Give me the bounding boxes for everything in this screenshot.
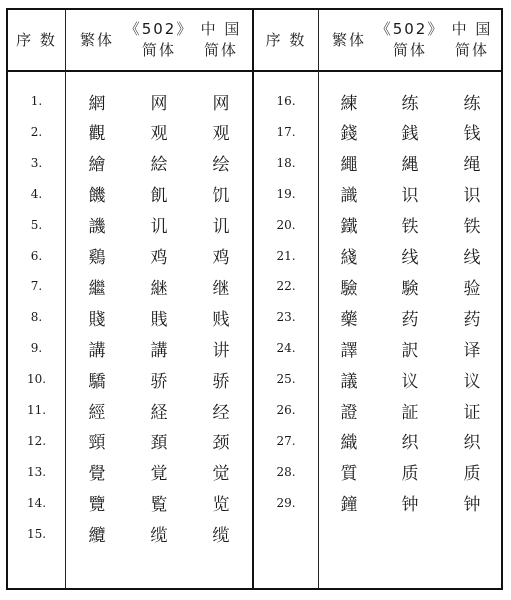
left-nums-cell: 11. (26, 403, 47, 417)
left-cn-cell: 绘 (212, 155, 230, 176)
right-trad-cell: 綫 (340, 248, 358, 268)
header-divider (8, 70, 501, 72)
left-trad-cell: 賤 (88, 309, 106, 330)
right-trad-cell: 質 (340, 464, 358, 485)
left-cn-cell: 鸡 (212, 248, 230, 268)
left-trad-cell: 饑 (88, 186, 106, 207)
right-cn-cell: 绳 (463, 155, 481, 176)
left-nums-cell: 8. (30, 310, 43, 325)
left-nums-cell: 10. (26, 372, 47, 387)
right-trad-cell: 錢 (340, 124, 358, 145)
left-cn-cell: 缆 (212, 526, 230, 547)
left-trad-cell: 覺 (88, 464, 106, 485)
right-cn-cell: 钱 (463, 124, 481, 145)
left-trad-cell: 網 (88, 93, 106, 114)
right-trad-cell: 議 (340, 371, 358, 392)
right-nums-cell: 22. (276, 279, 296, 294)
left-cn-cell: 讥 (212, 217, 230, 238)
right-cn-cell: 药 (463, 309, 481, 330)
left-cn-cell: 继 (212, 278, 230, 299)
right-trad-cell: 織 (340, 433, 358, 454)
right-cn-cell: 线 (463, 248, 481, 268)
right-cn-cell: 议 (463, 371, 481, 392)
right-cn-cell: 证 (463, 402, 481, 423)
right-trad-cell: 練 (340, 93, 358, 114)
right-cn-cell: 质 (463, 464, 481, 485)
right-nums-cell: 28. (276, 464, 296, 479)
right-nums-cell: 27. (276, 433, 296, 448)
left-nums-cell: 1. (30, 94, 43, 108)
left-trad-cell: 驕 (88, 371, 106, 392)
left-cn-cell: 贱 (212, 309, 230, 330)
left-nums-cell: 5. (30, 217, 43, 232)
header-trad-left: 繁体 (79, 30, 114, 49)
left-s502-cell: 覧 (150, 495, 168, 516)
right-s502-cell: 议 (401, 371, 419, 392)
left-cn-cell: 觉 (212, 464, 230, 485)
header-cn-left: 中 国 简体 (200, 20, 242, 59)
right-trad-cell: 證 (340, 402, 358, 423)
left-trad-cell: 鷄 (88, 248, 106, 268)
left-trad-cell: 觀 (88, 124, 106, 145)
left-s502-cell: 講 (150, 340, 168, 361)
right-s502-cell: 练 (401, 93, 419, 114)
right-s502-cell: 铁 (401, 217, 419, 238)
right-nums-cell: 25. (276, 372, 296, 387)
header-502-left: 《502》 简体 (124, 20, 194, 59)
right-nums-cell: 19. (276, 186, 296, 201)
left-nums-cell: 13. (26, 464, 47, 479)
right-s502-cell: 縄 (401, 155, 419, 176)
left-nums-cell: 4. (30, 186, 43, 201)
right-nums-cell: 26. (276, 403, 296, 417)
left-nums-cell: 12. (26, 433, 47, 448)
right-cn-cell: 铁 (463, 217, 481, 238)
header-trad-right: 繁体 (331, 30, 366, 49)
right-s502-cell: 线 (401, 248, 419, 268)
left-nums-cell: 7. (30, 279, 43, 294)
left-nums-cell: 9. (30, 341, 43, 356)
right-nums-cell: 29. (276, 495, 296, 510)
left-trad-cell: 講 (88, 340, 106, 361)
left-s502-cell: 賎 (150, 309, 168, 330)
left-cn-cell: 网 (212, 93, 230, 114)
right-nums-cell: 18. (276, 155, 296, 170)
left-s502-cell: 鸡 (150, 248, 168, 268)
left-s502-cell: 骄 (150, 371, 168, 392)
left-trad-cell: 經 (88, 402, 106, 423)
right-trad-cell: 驗 (340, 278, 358, 299)
right-s502-cell: 识 (401, 186, 419, 207)
left-s502-cell: 讥 (150, 217, 168, 238)
left-cn-cell: 饥 (212, 186, 230, 207)
left-trad-cell: 繼 (88, 278, 106, 299)
character-table (6, 8, 503, 590)
right-s502-cell: 织 (401, 433, 419, 454)
right-trad-cell: 藥 (340, 309, 358, 330)
right-nums-cell: 17. (276, 124, 296, 139)
right-s502-cell: 証 (401, 402, 419, 423)
right-s502-cell: 訳 (401, 340, 419, 361)
left-cn-cell: 颈 (212, 433, 230, 454)
header-seq-left: 序 数 (16, 30, 57, 49)
left-cn-cell: 经 (212, 402, 230, 423)
right-nums-cell: 24. (276, 341, 296, 356)
header-seq-right: 序 数 (265, 30, 307, 49)
right-s502-cell: 銭 (401, 124, 419, 145)
right-trad-cell: 繩 (340, 155, 358, 176)
left-s502-cell: 頚 (150, 433, 168, 454)
left-trad-cell: 繪 (88, 155, 106, 176)
left-cn-cell: 骄 (212, 371, 230, 392)
left-cn-cell: 讲 (212, 340, 230, 361)
right-trad-cell: 鐘 (340, 495, 358, 516)
left-nums-cell: 6. (30, 248, 43, 263)
left-trad-cell: 纜 (88, 526, 106, 547)
left-nums-cell: 15. (26, 526, 47, 541)
left-s502-cell: 絵 (150, 155, 168, 176)
left-s502-cell: 経 (150, 402, 168, 423)
left-s502-cell: 覚 (150, 464, 168, 485)
left-nums-cell: 14. (26, 495, 47, 510)
right-trad-cell: 譯 (340, 340, 358, 361)
left-s502-cell: 观 (150, 124, 168, 145)
left-cn-cell: 览 (212, 495, 230, 516)
right-nums-cell: 21. (276, 248, 296, 263)
right-trad-cell: 鐵 (340, 217, 358, 238)
right-cn-cell: 译 (463, 340, 481, 361)
right-cn-cell: 识 (463, 186, 481, 207)
left-trad-cell: 覽 (88, 495, 106, 516)
left-nums-cell: 3. (30, 155, 43, 170)
left-trad-cell: 譏 (88, 217, 106, 238)
left-cn-cell: 观 (212, 124, 230, 145)
left-nums-cell: 2. (30, 124, 43, 139)
right-nums-cell: 20. (276, 217, 296, 232)
left-s502-cell: 継 (150, 278, 168, 299)
right-nums-cell: 23. (276, 310, 296, 325)
right-s502-cell: 験 (401, 278, 419, 299)
right-cn-cell: 钟 (463, 495, 481, 516)
right-cn-cell: 练 (463, 93, 481, 114)
right-cn-cell: 织 (463, 433, 481, 454)
right-cn-cell: 验 (463, 278, 481, 299)
left-s502-cell: 飢 (150, 186, 168, 207)
left-s502-cell: 网 (150, 93, 168, 114)
right-s502-cell: 钟 (401, 495, 419, 516)
right-s502-cell: 质 (401, 464, 419, 485)
right-nums-cell: 16. (276, 94, 296, 108)
header-502-right: 《502》 简体 (375, 20, 445, 59)
left-trad-cell: 頸 (88, 433, 106, 454)
right-s502-cell: 药 (401, 309, 419, 330)
right-trad-cell: 識 (340, 186, 358, 207)
left-s502-cell: 缆 (150, 526, 168, 547)
header-cn-right: 中 国 简体 (451, 20, 493, 59)
